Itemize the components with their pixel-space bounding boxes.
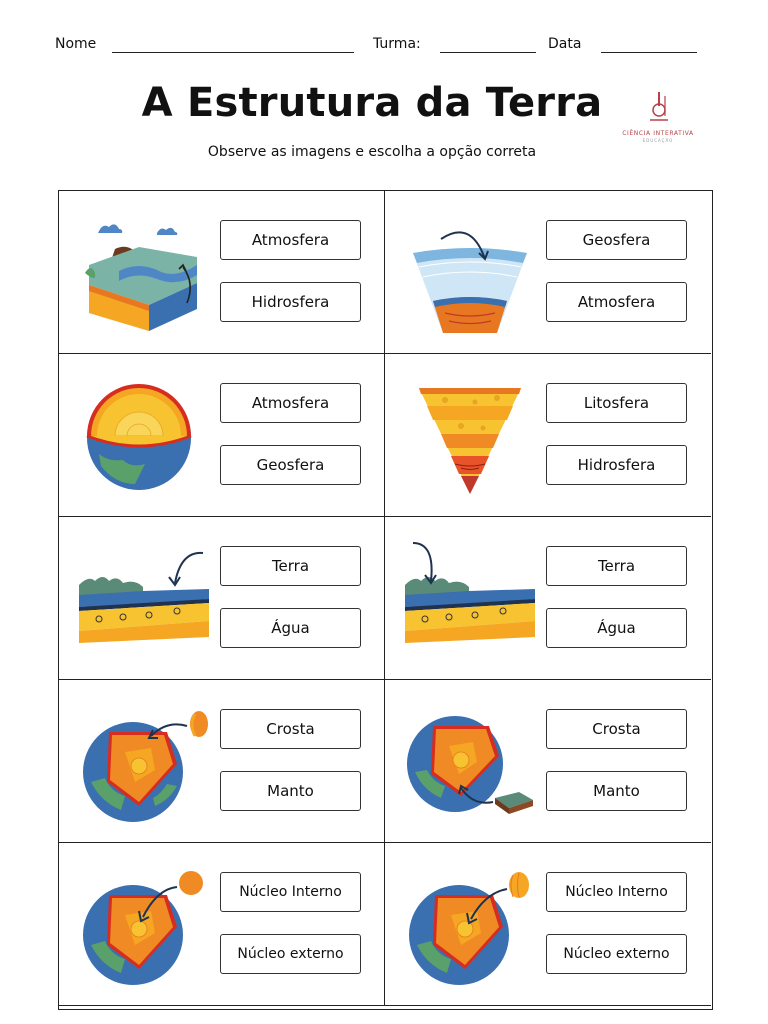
option-nucleo-interno[interactable]: Núcleo Interno bbox=[220, 872, 361, 912]
name-label: Nome bbox=[55, 36, 97, 52]
earth-cutaway-crust-icon bbox=[405, 702, 535, 822]
terrain-slab-ocean-icon bbox=[79, 539, 209, 659]
earth-layers-cone-icon bbox=[405, 376, 535, 496]
option-hidrosfera[interactable]: Hidrosfera bbox=[220, 282, 361, 322]
option-agua[interactable]: Água bbox=[546, 608, 687, 648]
brand-logo bbox=[612, 88, 704, 148]
earth-slice-icon bbox=[405, 213, 535, 333]
exercise-card bbox=[385, 517, 711, 680]
exercise-card bbox=[59, 517, 385, 680]
option-terra[interactable]: Terra bbox=[546, 546, 687, 586]
option-hidrosfera[interactable]: Hidrosfera bbox=[546, 445, 687, 485]
instructions: Observe as imagens e escolha a opção correta bbox=[207, 144, 537, 160]
terrain-slab-land-icon bbox=[405, 539, 535, 659]
option-atmosfera[interactable]: Atmosfera bbox=[546, 282, 687, 322]
exercise-card bbox=[385, 680, 711, 843]
student-info-header bbox=[0, 36, 768, 60]
class-line[interactable] bbox=[440, 52, 536, 53]
earth-cutaway-inner-core-icon bbox=[405, 865, 535, 985]
option-atmosfera[interactable]: Atmosfera bbox=[220, 220, 361, 260]
exercise-card bbox=[385, 843, 711, 1006]
exercise-grid bbox=[58, 190, 713, 1010]
option-manto[interactable]: Manto bbox=[220, 771, 361, 811]
option-atmosfera[interactable]: Atmosfera bbox=[220, 383, 361, 423]
option-terra[interactable]: Terra bbox=[220, 546, 361, 586]
earth-sphere-section-icon bbox=[79, 376, 209, 496]
option-manto[interactable]: Manto bbox=[546, 771, 687, 811]
page-title: A Estrutura da Terra bbox=[141, 80, 603, 126]
logo-subtext: EDUCAÇÃO bbox=[642, 138, 674, 143]
date-line[interactable] bbox=[601, 52, 697, 53]
exercise-card bbox=[385, 354, 711, 517]
option-nucleo-externo[interactable]: Núcleo externo bbox=[220, 934, 361, 974]
name-line[interactable] bbox=[112, 52, 354, 53]
exercise-card bbox=[59, 354, 385, 517]
exercise-card bbox=[59, 843, 385, 1006]
microscope-icon bbox=[638, 88, 678, 124]
exercise-card bbox=[59, 680, 385, 843]
option-crosta[interactable]: Crosta bbox=[220, 709, 361, 749]
option-agua[interactable]: Água bbox=[220, 608, 361, 648]
option-litosfera[interactable]: Litosfera bbox=[546, 383, 687, 423]
earth-cutaway-mantle-icon bbox=[79, 702, 209, 822]
earth-cutaway-outer-core-icon bbox=[79, 865, 209, 985]
option-geosfera[interactable]: Geosfera bbox=[546, 220, 687, 260]
class-label: Turma: bbox=[373, 36, 421, 52]
exercise-card bbox=[59, 191, 385, 354]
exercise-card bbox=[385, 191, 711, 354]
option-nucleo-interno[interactable]: Núcleo Interno bbox=[546, 872, 687, 912]
option-nucleo-externo[interactable]: Núcleo externo bbox=[546, 934, 687, 974]
logo-text: CIÊNCIA INTERATIVA bbox=[622, 130, 694, 137]
date-label: Data bbox=[548, 36, 582, 52]
option-geosfera[interactable]: Geosfera bbox=[220, 445, 361, 485]
option-crosta[interactable]: Crosta bbox=[546, 709, 687, 749]
landscape-block-icon bbox=[79, 213, 209, 333]
